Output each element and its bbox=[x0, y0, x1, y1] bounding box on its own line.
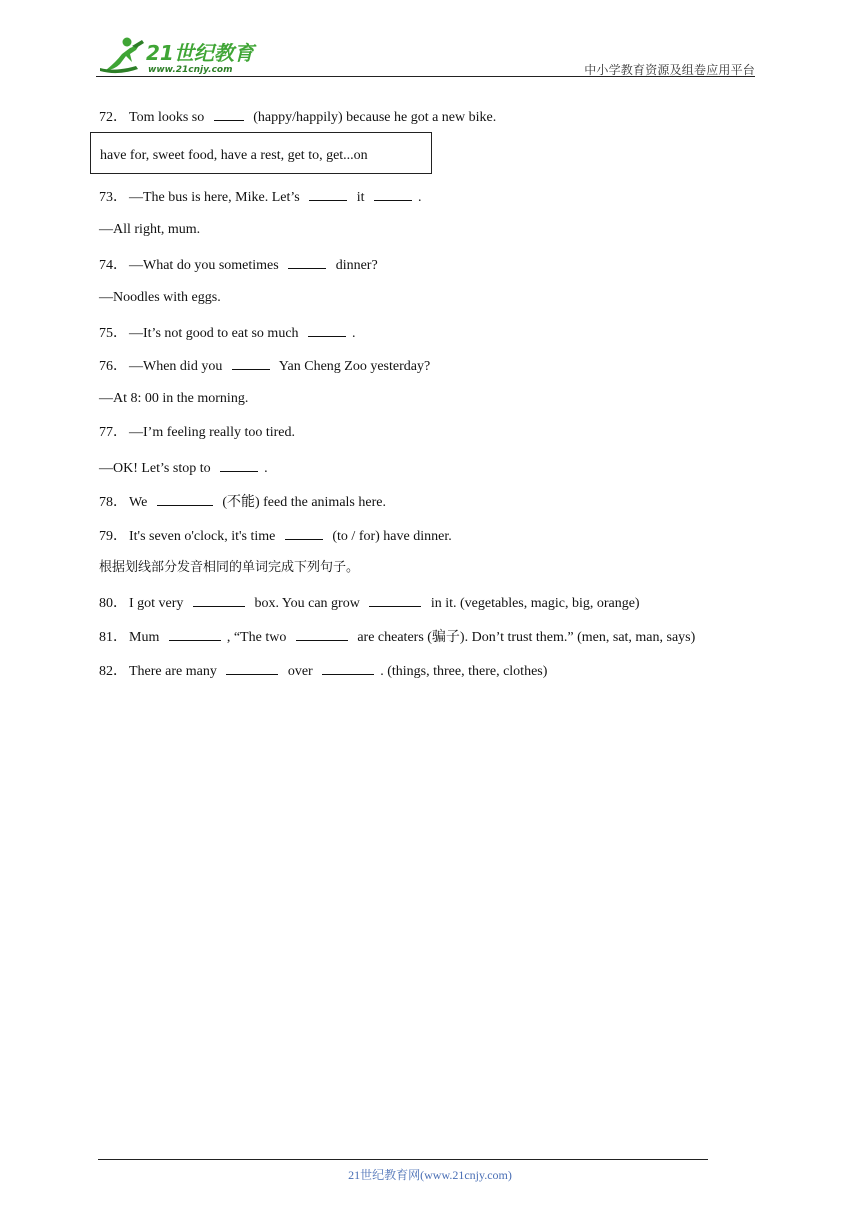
question-text: (不能) feed the animals here. bbox=[218, 495, 386, 510]
answer-blank[interactable] bbox=[226, 661, 278, 675]
answer-blank[interactable] bbox=[220, 458, 258, 472]
answer-text: . bbox=[264, 461, 268, 476]
question-79 bbox=[99, 526, 452, 546]
question-text: Mum bbox=[129, 630, 163, 645]
answer-blank[interactable] bbox=[214, 107, 244, 121]
logo-main-text: 21世纪教育 bbox=[146, 41, 254, 65]
answer-blank[interactable] bbox=[288, 255, 326, 269]
question-number: 82． bbox=[99, 664, 127, 679]
question-text: —What do you sometimes bbox=[129, 258, 283, 273]
question-text: (to / for) have dinner. bbox=[328, 529, 452, 544]
answer-blank[interactable] bbox=[285, 526, 323, 540]
question-number: 80． bbox=[99, 596, 127, 611]
answer-line-77 bbox=[99, 458, 268, 478]
question-72 bbox=[99, 107, 496, 127]
question-76 bbox=[99, 356, 430, 376]
answer-blank[interactable] bbox=[232, 356, 270, 370]
question-text: over bbox=[284, 664, 317, 679]
question-text: it bbox=[353, 190, 368, 205]
site-logo bbox=[96, 34, 261, 76]
question-text: —It’s not good to eat so much bbox=[129, 326, 303, 341]
question-text: It's seven o'clock, it's time bbox=[129, 529, 279, 544]
answer-blank[interactable] bbox=[169, 627, 221, 641]
section-instruction: 根据划线部分发音相同的单词完成下列句子。 bbox=[99, 560, 360, 575]
answer-blank[interactable] bbox=[309, 187, 347, 201]
answer-blank[interactable] bbox=[374, 187, 412, 201]
question-number: 76． bbox=[99, 359, 127, 374]
answer-blank[interactable] bbox=[369, 593, 421, 607]
answer-line: —All right, mum. bbox=[99, 222, 201, 237]
answer-blank[interactable] bbox=[193, 593, 245, 607]
runner-logo-icon bbox=[100, 38, 144, 74]
question-number: 74． bbox=[99, 258, 127, 273]
question-number: 75． bbox=[99, 326, 127, 341]
question-81 bbox=[99, 627, 695, 647]
question-75 bbox=[99, 323, 356, 343]
answer-blank[interactable] bbox=[157, 492, 213, 506]
question-78 bbox=[99, 492, 386, 512]
question-number: 72． bbox=[99, 110, 127, 125]
header-divider bbox=[96, 76, 755, 77]
question-text: I got very bbox=[129, 596, 187, 611]
answer-line: —Noodles with eggs. bbox=[99, 290, 221, 305]
answer-text: —OK! Let’s stop to bbox=[99, 461, 215, 476]
footer-link[interactable]: 21世纪教育网(www.21cnjy.com) bbox=[348, 1168, 512, 1182]
question-text: . bbox=[417, 190, 422, 205]
answer-blank[interactable] bbox=[322, 661, 374, 675]
header-tagline: 中小学教育资源及组卷应用平台 bbox=[584, 63, 755, 77]
question-text: in it. (vegetables, magic, big, orange) bbox=[427, 596, 640, 611]
question-text: —When did you bbox=[129, 359, 226, 374]
question-text: —The bus is here, Mike. Let’s bbox=[129, 190, 304, 205]
question-text: We bbox=[129, 495, 151, 510]
question-text: . (things, three, there, clothes) bbox=[380, 664, 548, 679]
question-text: . bbox=[352, 326, 356, 341]
logo-url-text: www.21cnjy.com bbox=[148, 65, 233, 75]
question-number: 79． bbox=[99, 529, 127, 544]
answer-line: —At 8: 00 in the morning. bbox=[99, 391, 249, 406]
question-text: Tom looks so bbox=[129, 110, 208, 125]
question-number: 77． bbox=[99, 425, 127, 440]
question-80 bbox=[99, 593, 640, 613]
word-bank-text: have for, sweet food, have a rest, get to, get...on bbox=[100, 148, 368, 163]
word-bank-box bbox=[90, 132, 432, 174]
footer-divider bbox=[98, 1159, 708, 1160]
question-82 bbox=[99, 661, 547, 681]
question-77 bbox=[99, 424, 295, 442]
question-73 bbox=[99, 187, 421, 207]
question-number: 78． bbox=[99, 495, 127, 510]
answer-blank[interactable] bbox=[308, 323, 346, 337]
question-text: , “The two bbox=[226, 630, 290, 645]
question-text: —I’m feeling really too tired. bbox=[129, 425, 295, 440]
question-number: 81． bbox=[99, 630, 127, 645]
question-text: There are many bbox=[129, 664, 221, 679]
question-text: are cheaters (骗子). Don’t trust them.” (men, sat, man, says) bbox=[353, 630, 696, 645]
question-number: 73． bbox=[99, 190, 127, 205]
question-text: box. You can grow bbox=[250, 596, 364, 611]
question-text: dinner? bbox=[332, 258, 378, 273]
question-74 bbox=[99, 255, 378, 275]
question-text: Yan Cheng Zoo yesterday? bbox=[275, 359, 431, 374]
answer-blank[interactable] bbox=[296, 627, 348, 641]
question-text: (happy/happily) because he got a new bike. bbox=[249, 110, 497, 125]
